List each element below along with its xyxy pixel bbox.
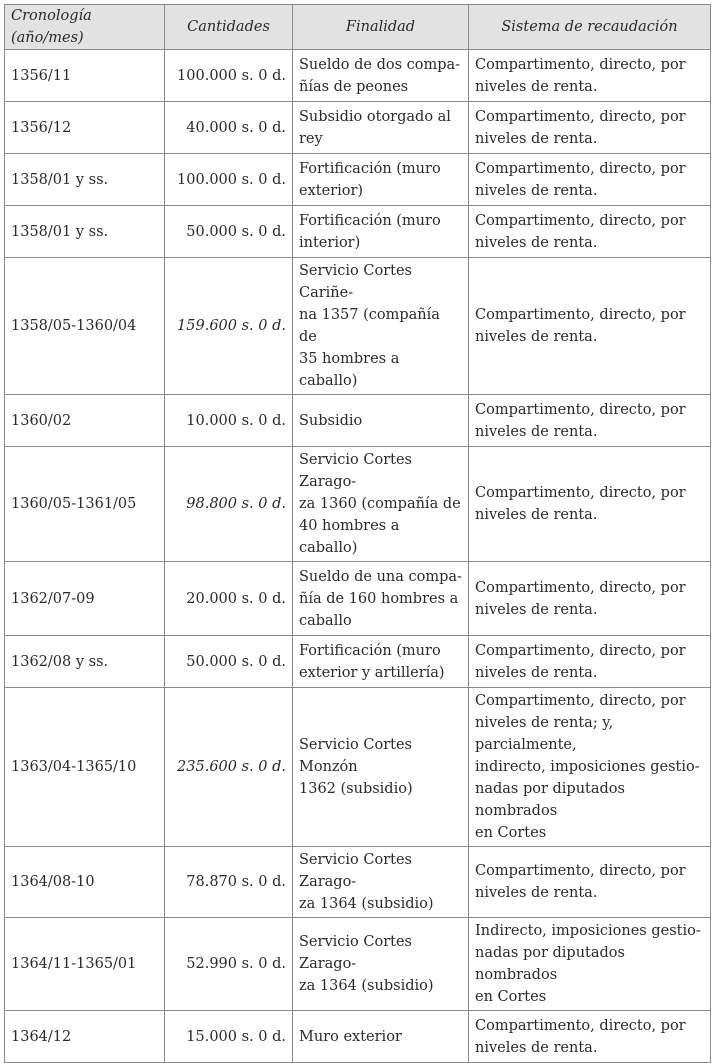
table-row xyxy=(5,50,711,102)
cell-chronology: 1356/11 xyxy=(5,50,165,102)
header-chronology: Cronología (año/mes) xyxy=(5,5,165,50)
cell-collection-system: Compartimento, directo, por niveles de renta. xyxy=(469,395,711,447)
cell-chronology: 1364/11-1365/01 xyxy=(5,918,165,1011)
cell-collection-system: Indirecto, imposiciones gestio- nadas por diputados nombrados en Cortes xyxy=(469,918,711,1011)
cell-chronology: 1364/08-10 xyxy=(5,847,165,918)
cell-collection-system: Compartimento, directo, por niveles de renta. xyxy=(469,206,711,258)
cell-chronology: 1356/12 xyxy=(5,102,165,154)
table-row xyxy=(5,258,711,395)
cell-amount: 15.000 s. 0 d. xyxy=(165,1011,293,1063)
cell-amount: 50.000 s. 0 d. xyxy=(165,206,293,258)
cell-purpose: Servicio Cortes Zarago- za 1364 (subsidio) xyxy=(293,918,469,1011)
cell-collection-system: Compartimento, directo, por niveles de renta. xyxy=(469,1011,711,1063)
header-purpose: Finalidad xyxy=(293,5,469,50)
cell-amount: 159.600 s. 0 d. xyxy=(165,258,293,395)
cell-amount: 100.000 s. 0 d. xyxy=(165,154,293,206)
cell-collection-system: Compartimento, directo, por niveles de renta. xyxy=(469,562,711,636)
table-row xyxy=(5,562,711,636)
table-row xyxy=(5,102,711,154)
cell-purpose: Servicio Cortes Zarago- za 1360 (compañía de 40 hombres a caballo) xyxy=(293,447,469,562)
table-body xyxy=(5,50,711,1063)
cell-amount: 40.000 s. 0 d. xyxy=(165,102,293,154)
cell-chronology: 1362/07-09 xyxy=(5,562,165,636)
cell-purpose: Muro exterior xyxy=(293,1011,469,1063)
cell-collection-system: Compartimento, directo, por niveles de renta. xyxy=(469,154,711,206)
cell-purpose: Subsidio xyxy=(293,395,469,447)
cell-amount: 235.600 s. 0 d. xyxy=(165,688,293,847)
cell-chronology: 1360/02 xyxy=(5,395,165,447)
cell-collection-system: Compartimento, directo, por niveles de renta. xyxy=(469,636,711,688)
table-row xyxy=(5,206,711,258)
cell-purpose: Sueldo de una compa- ñía de 160 hombres a caballo xyxy=(293,562,469,636)
cell-collection-system: Compartimento, directo, por niveles de renta. xyxy=(469,102,711,154)
cell-collection-system: Compartimento, directo, por niveles de renta. xyxy=(469,447,711,562)
table-row xyxy=(5,154,711,206)
cell-purpose: Fortificación (muro interior) xyxy=(293,206,469,258)
cell-collection-system: Compartimento, directo, por niveles de renta. xyxy=(469,847,711,918)
cell-purpose: Servicio Cortes Cariñe- na 1357 (compañía de 35 hombres a caballo) xyxy=(293,258,469,395)
header-collection-system: Sistema de recaudación xyxy=(469,5,711,50)
cell-amount: 100.000 s. 0 d. xyxy=(165,50,293,102)
cell-collection-system: Compartimento, directo, por niveles de renta; y, parcialmente, indirecto, imposiciones gestio- nadas por diputados nombrados en Cortes xyxy=(469,688,711,847)
cell-chronology: 1364/12 xyxy=(5,1011,165,1063)
cell-chronology: 1362/08 y ss. xyxy=(5,636,165,688)
cell-purpose: Fortificación (muro exterior) xyxy=(293,154,469,206)
cell-amount: 50.000 s. 0 d. xyxy=(165,636,293,688)
cell-purpose: Subsidio otorgado al rey xyxy=(293,102,469,154)
table-row xyxy=(5,447,711,562)
cell-purpose: Fortificación (muro exterior y artillería) xyxy=(293,636,469,688)
cell-amount: 10.000 s. 0 d. xyxy=(165,395,293,447)
header-amounts: Cantidades xyxy=(165,5,293,50)
cell-chronology: 1358/05-1360/04 xyxy=(5,258,165,395)
cell-purpose: Servicio Cortes Zarago- za 1364 (subsidio) xyxy=(293,847,469,918)
cell-chronology: 1363/04-1365/10 xyxy=(5,688,165,847)
cell-amount: 98.800 s. 0 d. xyxy=(165,447,293,562)
cell-purpose: Servicio Cortes Monzón 1362 (subsidio) xyxy=(293,688,469,847)
cell-chronology: 1358/01 y ss. xyxy=(5,206,165,258)
cell-amount: 78.870 s. 0 d. xyxy=(165,847,293,918)
cell-collection-system: Compartimento, directo, por niveles de renta. xyxy=(469,258,711,395)
table-row xyxy=(5,636,711,688)
data-table-container xyxy=(4,4,710,1063)
cell-chronology: 1360/05-1361/05 xyxy=(5,447,165,562)
cell-collection-system: Compartimento, directo, por niveles de renta. xyxy=(469,50,711,102)
table-row xyxy=(5,847,711,918)
table-row xyxy=(5,688,711,847)
cell-amount: 20.000 s. 0 d. xyxy=(165,562,293,636)
table-row xyxy=(5,918,711,1011)
table-header-row xyxy=(5,5,711,50)
cell-purpose: Sueldo de dos compa- ñías de peones xyxy=(293,50,469,102)
table-row xyxy=(5,1011,711,1063)
cell-amount: 52.990 s. 0 d. xyxy=(165,918,293,1011)
revenue-table xyxy=(4,4,711,1063)
cell-chronology: 1358/01 y ss. xyxy=(5,154,165,206)
table-row xyxy=(5,395,711,447)
